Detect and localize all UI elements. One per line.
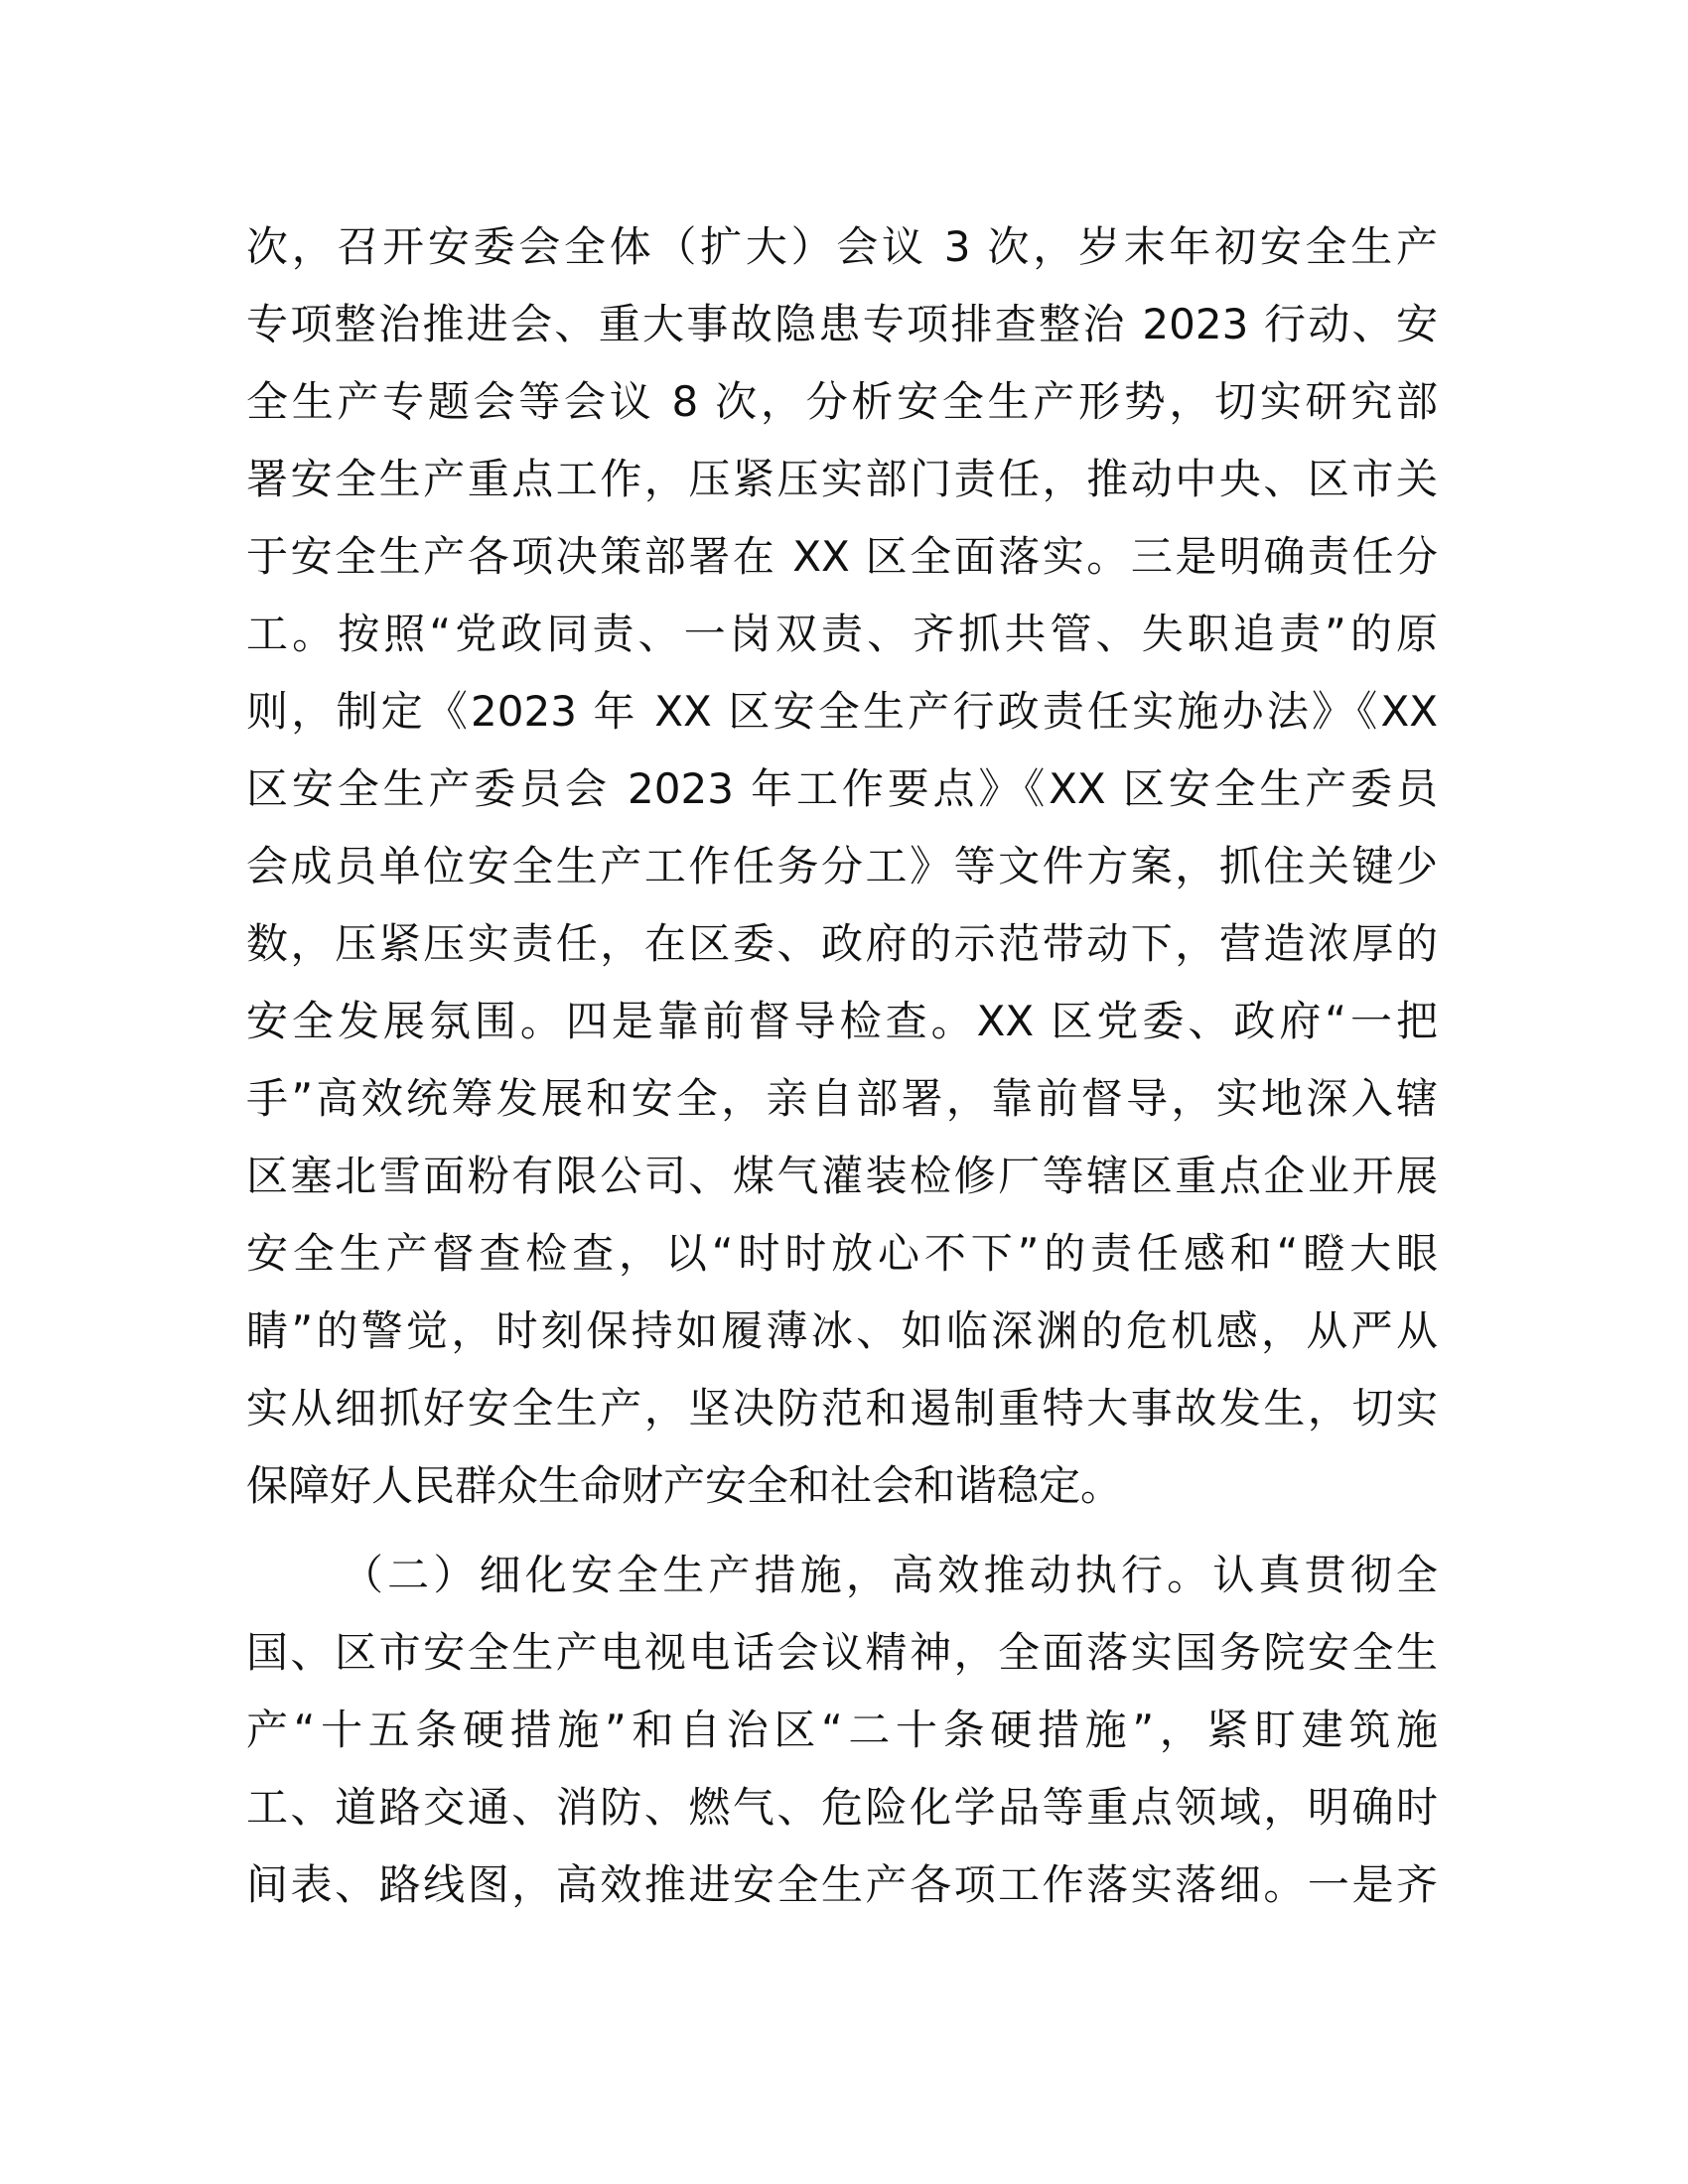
text-line: 产“十五条硬措施”和自治区“二十条硬措施”，紧盯建筑施 xyxy=(246,1706,1438,1754)
text-line: 安全发展氛围。四是靠前督导检查。XX 区党委、政府“一把 xyxy=(246,997,1438,1045)
text-line: 区塞北雪面粉有限公司、煤气灌装检修厂等辖区重点企业开展 xyxy=(246,1152,1438,1200)
text-line: 手”高效统筹发展和安全，亲自部署，靠前督导，实地深入辖 xyxy=(246,1074,1438,1123)
paragraph-spacer xyxy=(246,1525,1438,1537)
text-line: 工、道路交通、消防、燃气、危险化学品等重点领域，明确时 xyxy=(246,1783,1438,1832)
text-line: 实从细抓好安全生产，坚决防范和遏制重特大事故发生，切实 xyxy=(246,1384,1438,1433)
text-line: 安全生产督查检查，以“时时放心不下”的责任感和“瞪大眼 xyxy=(246,1229,1438,1278)
paragraph-2 xyxy=(246,1537,1438,1924)
text-line: 次，召开安委会全体（扩大）会议 3 次，岁末年初安全生产 xyxy=(246,222,1438,271)
paragraph-1 xyxy=(246,208,1438,1525)
text-line: 则，制定《2023 年 XX 区安全生产行政责任实施办法》《XX xyxy=(246,687,1438,736)
text-line: 署安全生产重点工作，压紧压实部门责任，推动中央、区市关 xyxy=(246,455,1438,503)
document-body xyxy=(246,208,1438,1924)
text-line: 会成员单位安全生产工作任务分工》等文件方案，抓住关键少 xyxy=(246,842,1438,890)
text-line: 数，压紧压实责任，在区委、政府的示范带动下，营造浓厚的 xyxy=(246,919,1438,968)
text-line: 工。按照“党政同责、一岗双责、齐抓共管、失职追责”的原 xyxy=(246,610,1438,658)
text-line: 专项整治推进会、重大事故隐患专项排查整治 2023 行动、安 xyxy=(246,300,1438,348)
text-line: 保障好人民群众生命财产安全和社会和谐稳定。 xyxy=(246,1461,1123,1510)
text-line: 全生产专题会等会议 8 次，分析安全生产形势，切实研究部 xyxy=(246,377,1438,426)
text-line: 间表、路线图，高效推进安全生产各项工作落实落细。一是齐 xyxy=(246,1860,1438,1909)
text-line: 国、区市安全生产电视电话会议精神，全面落实国务院安全生 xyxy=(246,1628,1438,1677)
section-heading-line: （二）细化安全生产措施，高效推动执行。认真贯彻全 xyxy=(342,1551,1438,1599)
text-line: 睛”的警觉，时刻保持如履薄冰、如临深渊的危机感，从严从 xyxy=(246,1306,1438,1355)
text-line: 区安全生产委员会 2023 年工作要点》《XX 区安全生产委员 xyxy=(246,764,1438,813)
text-line: 于安全生产各项决策部署在 XX 区全面落实。三是明确责任分 xyxy=(246,532,1438,581)
